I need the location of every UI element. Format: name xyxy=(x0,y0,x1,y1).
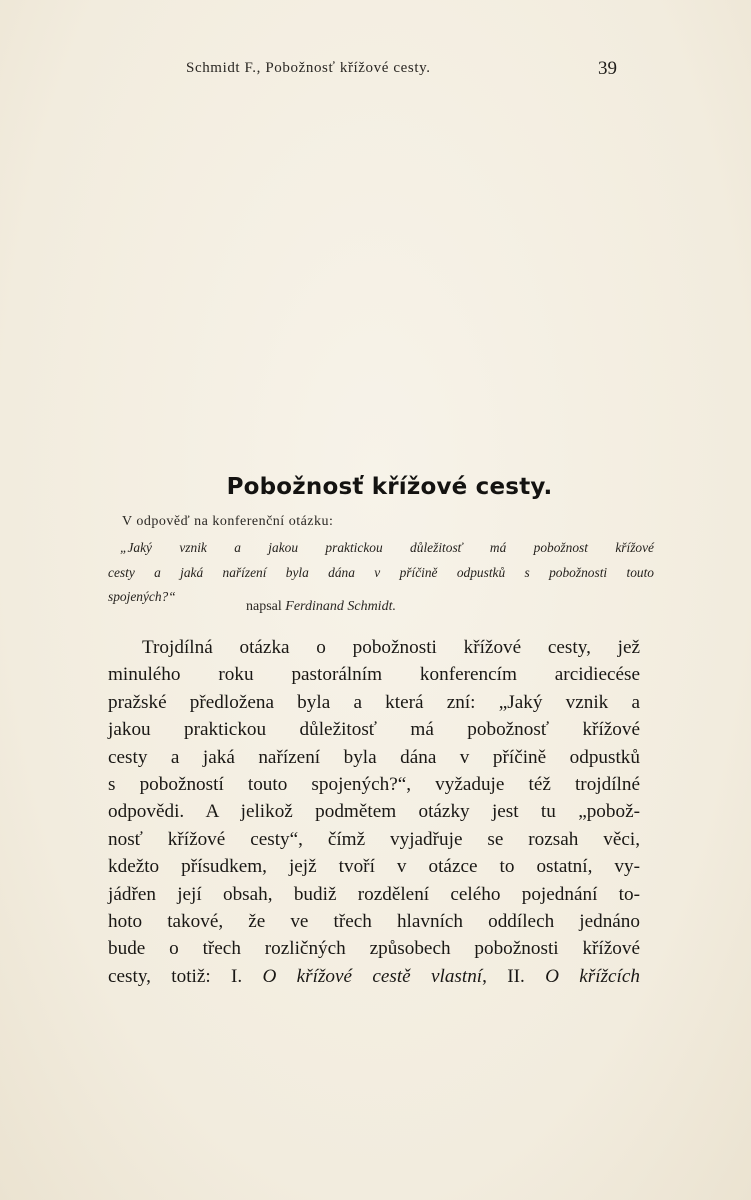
body-line: s pobožností touto spojených?“, vyžaduje též trojdílné xyxy=(108,774,640,796)
body-line: odpovědi. A jelikož podmětem otázky jest tu „pobož- xyxy=(108,801,640,823)
question-line: „Jaký vznik a jakou praktickou důležitosť má pobožnost křížové xyxy=(120,540,654,555)
body-line: bude o třech rozličných způsobech pobožnosti křížové xyxy=(108,938,640,960)
article-title: Pobožnosť křížové cesty. xyxy=(226,474,553,500)
question-line: spojených?“ xyxy=(108,589,176,604)
body-line: pražské předložena byla a která zní: „Jaký vznik a xyxy=(108,691,640,713)
byline-prefix: napsal xyxy=(246,599,282,614)
byline xyxy=(246,599,396,615)
section-two-title: O křížcích xyxy=(545,965,640,987)
body-line: jakou praktickou důležitosť má pobožnosť křížové xyxy=(108,719,640,741)
body-line: minulého roku pastorálním konferencím arcidiecése xyxy=(108,664,640,686)
last-line-start: cesty, totiž: I. xyxy=(108,965,263,987)
section-one-title: O křížové cestě vlastní xyxy=(262,965,483,987)
body-line: kdežto přísudkem, jejž tvoří v otázce to ostatní, vy- xyxy=(108,856,640,878)
body-line: Trojdílná otázka o pobožnosti křížové cesty, jež xyxy=(142,637,640,658)
page-number: 39 xyxy=(598,58,617,79)
body-line: hoto takové, že ve třech hlavních oddílech jednáno xyxy=(108,911,640,933)
question-line: cesty a jaká nařízení byla dána v příčině odpustků s pobožnosti touto xyxy=(108,564,654,580)
body-line: cesty a jaká nařízení byla dána v příčině odpustků xyxy=(108,746,640,768)
running-head: Schmidt F., Pobožnosť křížové cesty. xyxy=(186,60,431,76)
last-line-mid: , II. xyxy=(482,965,546,987)
author-name: Ferdinand Schmidt. xyxy=(285,599,396,614)
body-last-line xyxy=(108,963,640,990)
reply-intro: V odpověď na konferenční otázku: xyxy=(122,514,334,529)
body-line: nosť křížové cesty“, čímž vyjadřuje se rozsah věci, xyxy=(108,828,640,850)
body-paragraph xyxy=(108,634,640,990)
body-line: jádřen její obsah, budiž rozdělení celého pojednání to- xyxy=(108,883,640,905)
